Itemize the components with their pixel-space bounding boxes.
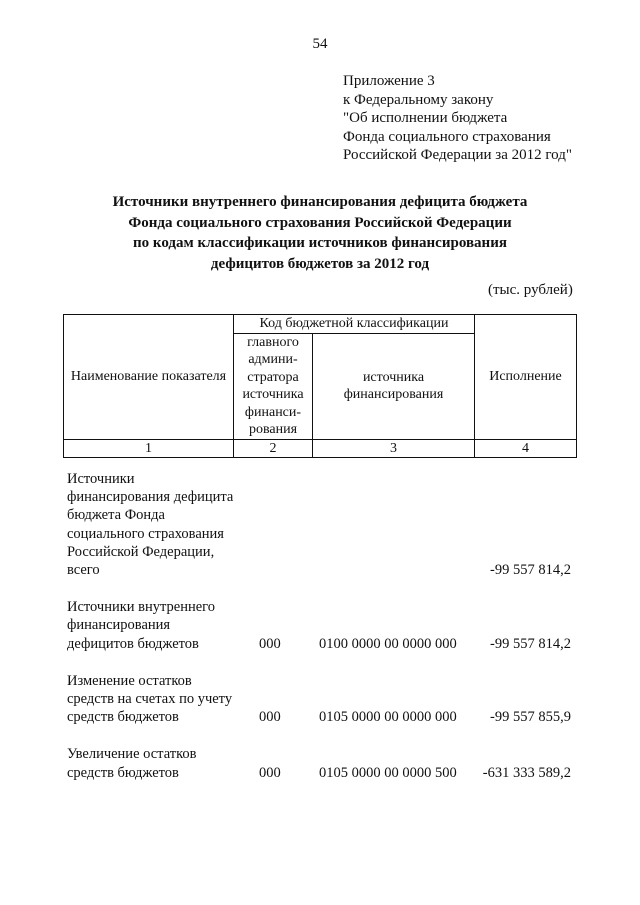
row-admin-code: 000 [259,764,281,781]
table-row [67,745,577,781]
row-name: Увеличение остатков средств бюджетов [67,746,197,781]
page-number: 54 [312,36,328,52]
row-name: Источники финансирования дефицита бюджета Фонда социального страхования Российской Федерации, всего [67,471,234,579]
unit-label: (тыс. рублей) [488,282,573,298]
header-admin: главного админи-стратора источника финанси-рования [234,333,313,439]
title-line: Фонда социального страхования Российской Федерации [128,214,512,231]
table-body [67,470,577,801]
column-number: 2 [234,439,313,458]
column-number: 1 [64,439,234,458]
appendix-line: Приложение 3 [343,73,435,89]
row-execution: -99 557 855,9 [490,709,571,726]
column-number: 3 [313,439,475,458]
row-name: Изменение остатков средств на счетах по учету средств бюджетов [67,672,233,726]
row-execution: -99 557 814,2 [490,562,571,579]
header-name: Наименование показателя [64,315,234,440]
appendix-line: к Федеральному закону [343,91,494,108]
header-execution: Исполнение [475,315,577,440]
row-name: Источники внутреннего финансирования дефицитов бюджетов [67,599,216,652]
row-admin-code: 000 [259,635,281,652]
appendix-line: Фонда социального страхования [343,128,551,145]
title-line: дефицитов бюджетов за 2012 год [210,255,430,272]
row-execution: -631 333 589,2 [482,764,571,781]
row-source-code: 0105 0000 00 0000 000 [319,709,457,726]
header-code-group: Код бюджетной классификации [234,315,475,334]
row-source-code: 0105 0000 00 0000 500 [319,764,457,781]
row-execution: -99 557 814,2 [490,635,571,652]
table-row [67,470,577,579]
appendix-block [343,72,572,165]
table-header [63,314,577,458]
appendix-line: Российской Федерации за 2012 год" [343,147,572,163]
appendix-line: "Об исполнении бюджета [343,110,508,126]
table-row [67,672,577,727]
document-title [60,192,580,274]
column-number: 4 [475,439,577,458]
row-admin-code: 000 [259,709,281,726]
header-source: источника финансирования [313,333,475,439]
title-line: по кодам классификации источников финансирования [133,235,507,251]
table-row [67,598,577,653]
title-line: Источники внутреннего финансирования дефицита бюджета [112,194,528,210]
row-source-code: 0100 0000 00 0000 000 [319,635,457,652]
